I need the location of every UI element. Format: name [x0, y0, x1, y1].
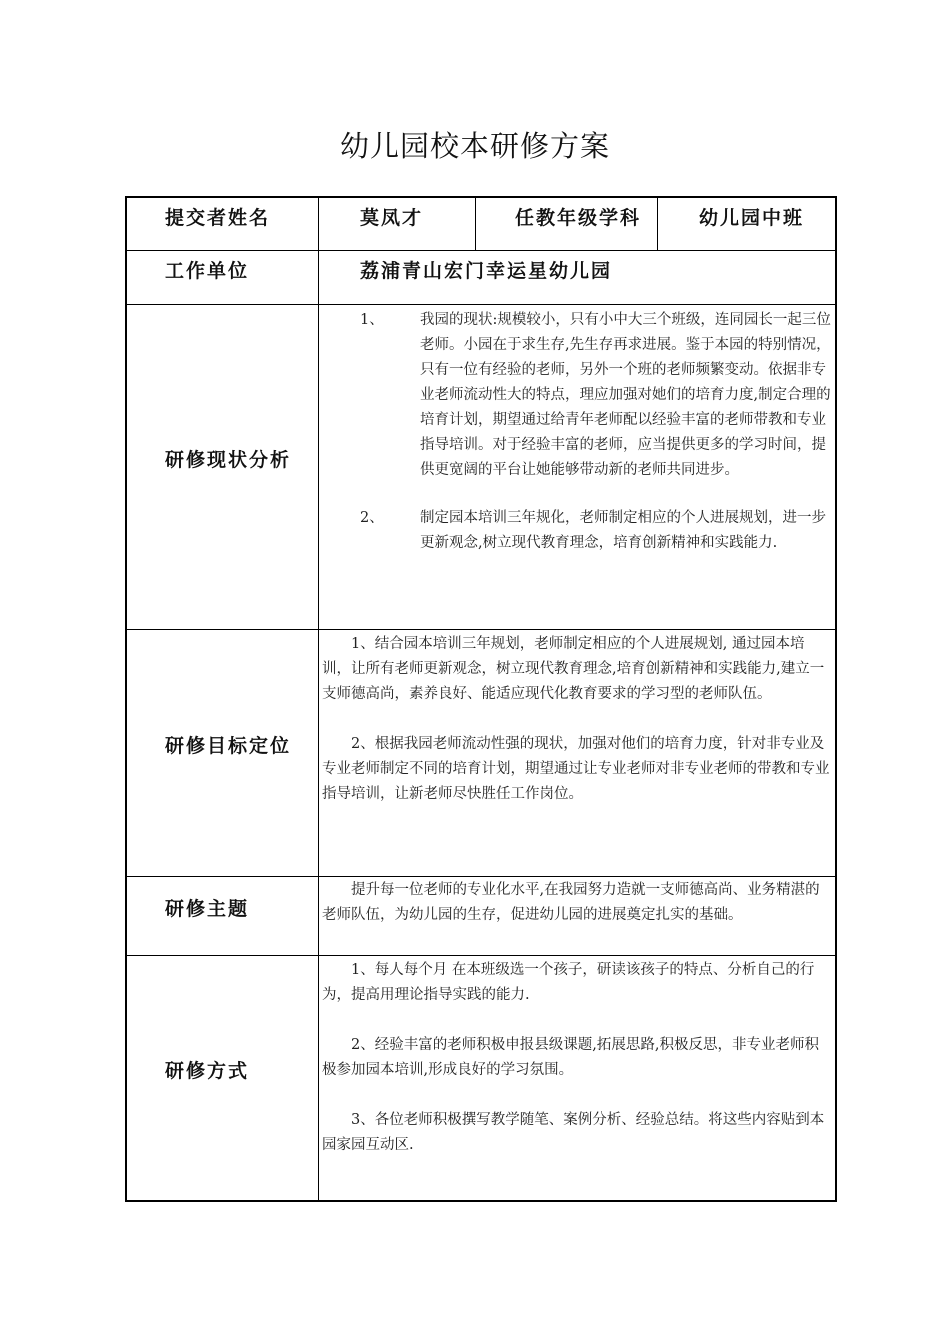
goals-label: 研修目标定位 — [165, 735, 292, 757]
document-title: 幼儿园校本研修方案 — [339, 129, 610, 163]
row-divider — [127, 876, 835, 877]
goals-paragraph: 1、结合园本培训三年规划，老师制定相应的个人进展规划, 通过园本培训，让所有老师更新观念，树立现代教育理念,培育创新精神和实践能力,建立一支师德高尚，素养良好、能适应现代化教育要求的学习型的老师队伍。 — [322, 636, 825, 702]
col-divider — [475, 198, 476, 250]
name-value: 莫凤才 — [360, 207, 424, 229]
analysis-item-number: 1、 — [360, 312, 384, 328]
name-label: 提交者姓名 — [165, 207, 271, 229]
methods-paragraph: 3、各位老师积极撰写教学随笔、案例分析、经验总结。将这些内容贴到本园家园互动区. — [322, 1112, 825, 1153]
unit-value: 荔浦青山宏门幸运星幼儿园 — [360, 260, 613, 282]
analysis-label: 研修现状分析 — [165, 449, 292, 471]
theme-paragraph: 提升每一位老师的专业化水平,在我园努力造就一支师德高尚、业务精湛的老师队伍，为幼儿园的生存，促进幼儿园的进展奠定扎实的基础。 — [322, 882, 820, 923]
col-divider — [318, 198, 319, 1200]
theme-label: 研修主题 — [165, 898, 250, 920]
goals-text — [322, 632, 832, 807]
methods-label: 研修方式 — [165, 1060, 250, 1082]
grade-label: 任教年级学科 — [515, 207, 642, 229]
analysis-item-text: 制定园本培训三年规化，老师制定相应的个人进展规划，进一步更新观念,树立现代教育理念，培育创新精神和实践能力. — [420, 510, 826, 551]
analysis-item-number: 2、 — [360, 510, 384, 526]
form-table — [125, 196, 837, 1202]
row-divider — [127, 250, 835, 251]
grade-value: 幼儿园中班 — [699, 207, 805, 229]
methods-text — [322, 958, 832, 1158]
row-divider — [127, 304, 835, 305]
methods-paragraph: 1、每人每个月 在本班级选一个孩子，研读该孩子的特点、分析自己的行为，提高用理论指导实践的能力. — [322, 962, 815, 1003]
methods-paragraph: 2、经验丰富的老师积极申报县级课题,拓展思路,积极反思，非专业老师积极参加园本培训,形成良好的学习氛围。 — [322, 1037, 819, 1078]
theme-text — [322, 878, 832, 928]
col-divider — [657, 198, 658, 250]
analysis-item-text: 我园的现状:规模较小，只有小中大三个班级，连同园长一起三位老师。小园在于求生存,先生存再求进展。鉴于本园的特别情况，只有一位有经验的老师，另外一个班的老师频繁变动。依据非专业老师流动性大的特点，理应加强对她们的培育力度,制定合理的培育计划，期望通过给青年老师配以经验丰富的老师带教和专业指导培训。对于经验丰富的老师，应当提供更多的学习时间，提供更宽阔的平台让她能够带动新的老师共同进步。 — [420, 312, 831, 478]
row-divider — [127, 629, 835, 630]
unit-label: 工作单位 — [165, 260, 250, 282]
goals-paragraph: 2、根据我园老师流动性强的现状，加强对他们的培育力度，针对非专业及专业老师制定不同的培育计划，期望通过让专业老师对非专业老师的带教和专业指导培训，让新老师尽快胜任工作岗位。 — [322, 736, 830, 802]
row-divider — [127, 955, 835, 956]
